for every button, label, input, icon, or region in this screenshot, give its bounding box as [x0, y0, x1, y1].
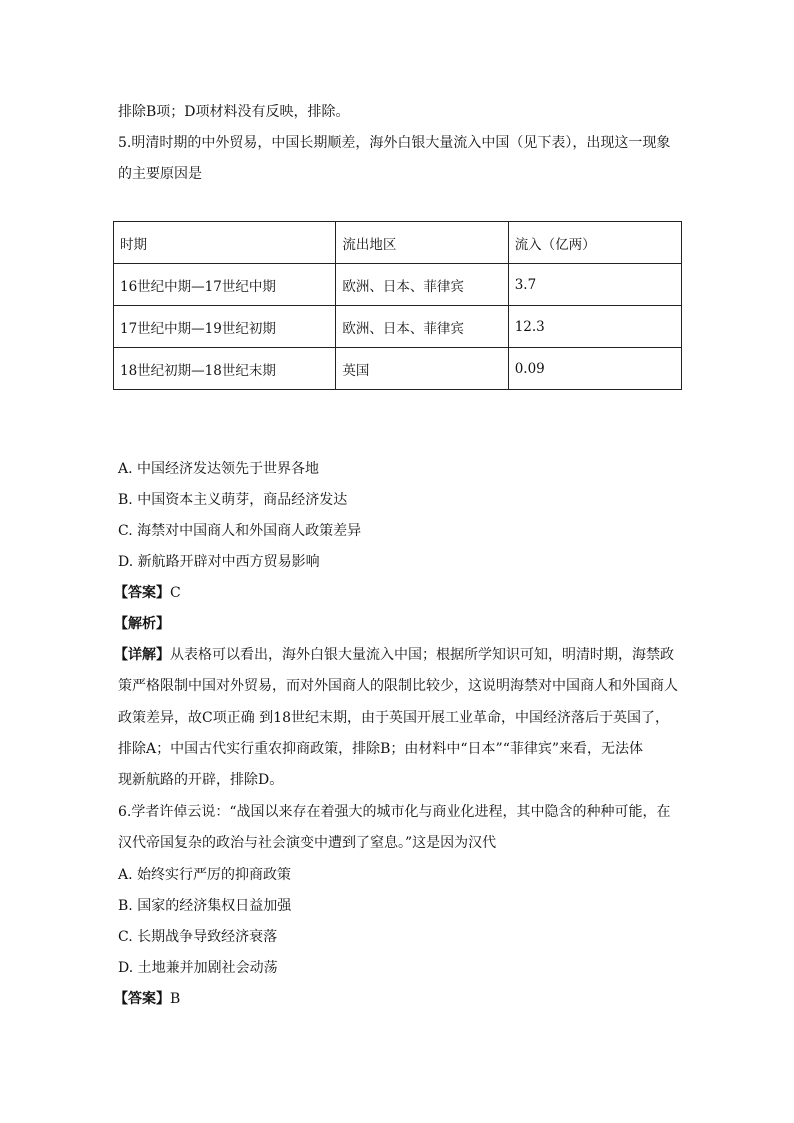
question-5-answer — [114, 583, 181, 603]
question-6-stem-line1: 6.学者许倬云说：“战国以来存在着强大的城市化与商业化进程，其中隐含的种种可能，在 — [118, 804, 671, 820]
answer-value: C — [170, 585, 181, 601]
question-6-answer — [114, 989, 180, 1009]
question-5-option-c: C. 海禁对中国商人和外国商人政策差异 — [118, 523, 362, 539]
answer-label: 【答案】 — [114, 585, 170, 601]
question-5-analysis-label — [114, 614, 170, 634]
table-header-cell: 流入（亿两） — [508, 222, 681, 264]
table-cell: 18世纪初期—18世纪末期 — [114, 348, 336, 390]
question-5-detail-line5: 现新航路的开辟，排除D。 — [118, 772, 284, 788]
question-5-detail-line2: 策严格限制中国对外贸易，而对外国商人的限制比较少，这说明海禁对中国商人和外国商人 — [118, 678, 678, 694]
analysis-label: 【解析】 — [114, 616, 170, 632]
question-5-detail-line1 — [114, 645, 674, 665]
question-5-option-b: B. 中国资本主义萌芽，商品经济发达 — [118, 492, 348, 508]
table-cell: 欧洲、日本、菲律宾 — [336, 264, 508, 306]
question-5-option-d: D. 新航路开辟对中西方贸易影响 — [118, 554, 320, 570]
table-row — [114, 264, 682, 306]
answer-label: 【答案】 — [114, 991, 170, 1007]
question-6-option-b: B. 国家的经济集权日益加强 — [118, 898, 292, 914]
question-6-option-c: C. 长期战争导致经济衰落 — [118, 929, 278, 945]
table-cell: 17世纪中期—19世纪初期 — [114, 306, 336, 348]
detail-text: 从表格可以看出，海外白银大量流入中国；根据所学知识可知，明清时期，海禁政 — [170, 647, 674, 663]
text-line-exclude-b: 排除B项；D项材料没有反映，排除。 — [118, 104, 350, 120]
table-cell: 英国 — [336, 348, 508, 390]
table-header-row — [114, 222, 682, 264]
silver-inflow-table — [113, 221, 682, 390]
table-cell: 0.09 — [508, 348, 681, 390]
table-cell: 3.7 — [508, 264, 681, 306]
detail-label: 【详解】 — [114, 647, 170, 663]
table-cell: 16世纪中期—17世纪中期 — [114, 264, 336, 306]
question-5-detail-line4: 排除A；中国古代实行重农抑商政策，排除B；由材料中“日本”“菲律宾”来看，无法体 — [118, 741, 644, 757]
question-5-detail-line3: 政策差异，故C项正确 到18世纪末期，由于英国开展工业革命，中国经济落后于英国了， — [118, 710, 669, 726]
question-6-option-a: A. 始终实行严厉的抑商政策 — [118, 867, 292, 883]
question-6-stem-line2: 汉代帝国复杂的政治与社会演变中遭到了窒息。”这是因为汉代 — [118, 835, 497, 851]
table-header-cell: 时期 — [114, 222, 336, 264]
table-cell: 12.3 — [508, 306, 681, 348]
table-header-cell: 流出地区 — [336, 222, 508, 264]
question-5-option-a: A. 中国经济发达领先于世界各地 — [118, 461, 320, 477]
answer-value: B — [170, 991, 181, 1007]
table-row — [114, 348, 682, 390]
question-5-stem-line2: 的主要原因是 — [118, 166, 202, 182]
question-6-option-d: D. 土地兼并加剧社会动荡 — [118, 960, 278, 976]
table-row — [114, 306, 682, 348]
table-cell: 欧洲、日本、菲律宾 — [336, 306, 508, 348]
question-5-stem-line1: 5.明清时期的中外贸易，中国长期顺差，海外白银大量流入中国（见下表），出现这一现象 — [118, 135, 671, 151]
